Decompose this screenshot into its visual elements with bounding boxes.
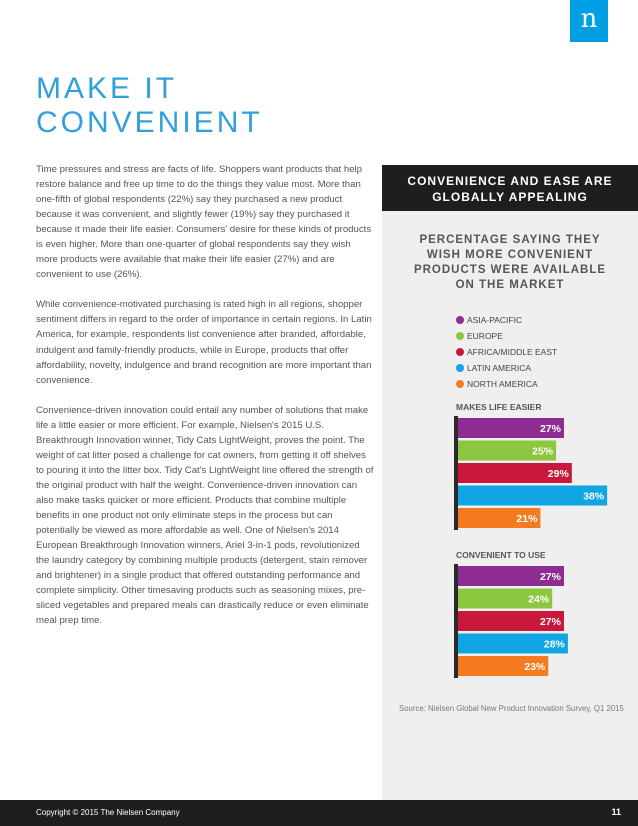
bar-value-label: 23% (524, 661, 546, 673)
bar-value-label: 38% (583, 490, 605, 503)
bar-value-label: 27% (539, 616, 561, 628)
chart-title-line-4: ON THE MARKET (455, 279, 565, 291)
bar-value-label: 24% (528, 593, 550, 606)
body-text (36, 162, 374, 643)
group-label-makes-life-easier: MAKES LIFE EASIER (456, 402, 542, 412)
page-title-line-1: MAKE IT (36, 72, 178, 105)
group-label-convenient-to-use: CONVENIENT TO USE (456, 550, 546, 560)
bar-value-label: 21% (516, 513, 538, 525)
paragraph-3: Convenience-driven innovation could entail any number of solutions that make life a little easier or more efficient. For example, Nielsen's 2015 U.S. Breakthrough Innovation winner, Tidy Cats LightWeight, proves the point. The weight of cat litter posed a challenge for cat owners, from getting it off shelves to pouring it into the litter box. Tidy Cat's LightWeight line offered the strength of the original product with half the weight. Convenience-driven innovation can also make tasks quicker or more efficient. Products that combine multiple benefits in one product not only eliminate steps in the process but can potentially be viewed as more affordable as well. One of Nielsen's 2014 European Breakthrough Innovation winners, Ariel 3-in-1 pods, revolutionized the laundry category by combining multiple products (detergent, stain remover and brightener) in a single product that offered outstanding performance and complete simplicity. Other timesaving products such as seasoning mixes, pre-sliced vegetables and prepared meals can drastically reduce or even eliminate meal prep time. (36, 404, 374, 627)
copyright: Copyright © 2015 The Nielsen Company (36, 808, 180, 817)
panel-header-line-2: GLOBALLY APPEALING (432, 190, 588, 204)
bar-value-label: 29% (547, 468, 569, 480)
bar-value-label: 27% (539, 423, 561, 435)
paragraph-2: While convenience-motivated purchasing is rated high in all regions, shopper sentiment differs in regard to the order of importance in certain regions. In Latin America, for example, respondents list convenience after branded, affordable, indulgent and family-friendly products, while in Europe, products that offer affordability, novelty, indulgence and brand recognition are more important than convenience. (36, 299, 372, 386)
bar-group-axis (454, 416, 458, 530)
bar-group-axis (454, 564, 458, 678)
legend-label: LATIN AMERICA (467, 363, 532, 373)
chart-title-line-3: PRODUCTS WERE AVAILABLE (413, 264, 607, 276)
footer (0, 800, 638, 826)
chart-panel (382, 165, 638, 800)
page-title (36, 72, 263, 140)
chart-title-line-2: WISH MORE CONVENIENT (426, 249, 594, 261)
source-note: Source: Nielsen Global New Product Innovation Survey, Q1 2015 (399, 704, 624, 713)
legend-label: ASIA-PACIFIC (467, 315, 523, 325)
paragraph-1: Time pressures and stress are facts of life. Shoppers want products that help restore balance and free up time to do the things they value most. More than one-fifth of global respondents (22%) say they purchased a new product because it was convenient, and slightly fewer (19%) say they purchased it because it made their life easier. Consumers' desire for these kinds of products is even higher. More than one-quarter of global respondents say they wish more products were available that make their life easier (27%) and are convenient to use (26%). (36, 164, 372, 281)
legend-label: AFRICA/MIDDLE EAST (467, 347, 558, 357)
panel-header-line-1: CONVENIENCE AND EASE ARE (407, 174, 613, 188)
bar-value-label: 27% (539, 571, 561, 583)
bar-value-label: 28% (543, 638, 565, 651)
page-number: 11 (611, 807, 621, 817)
bar-chart (382, 165, 638, 695)
page-title-line-2: CONVENIENT (36, 106, 263, 139)
nielsen-logo: n (570, 0, 608, 42)
legend-label: NORTH AMERICA (467, 379, 538, 389)
legend-label: EUROPE (467, 331, 503, 341)
chart-title-line-1: PERCENTAGE SAYING THEY (419, 234, 601, 246)
bar-value-label: 25% (532, 445, 554, 458)
